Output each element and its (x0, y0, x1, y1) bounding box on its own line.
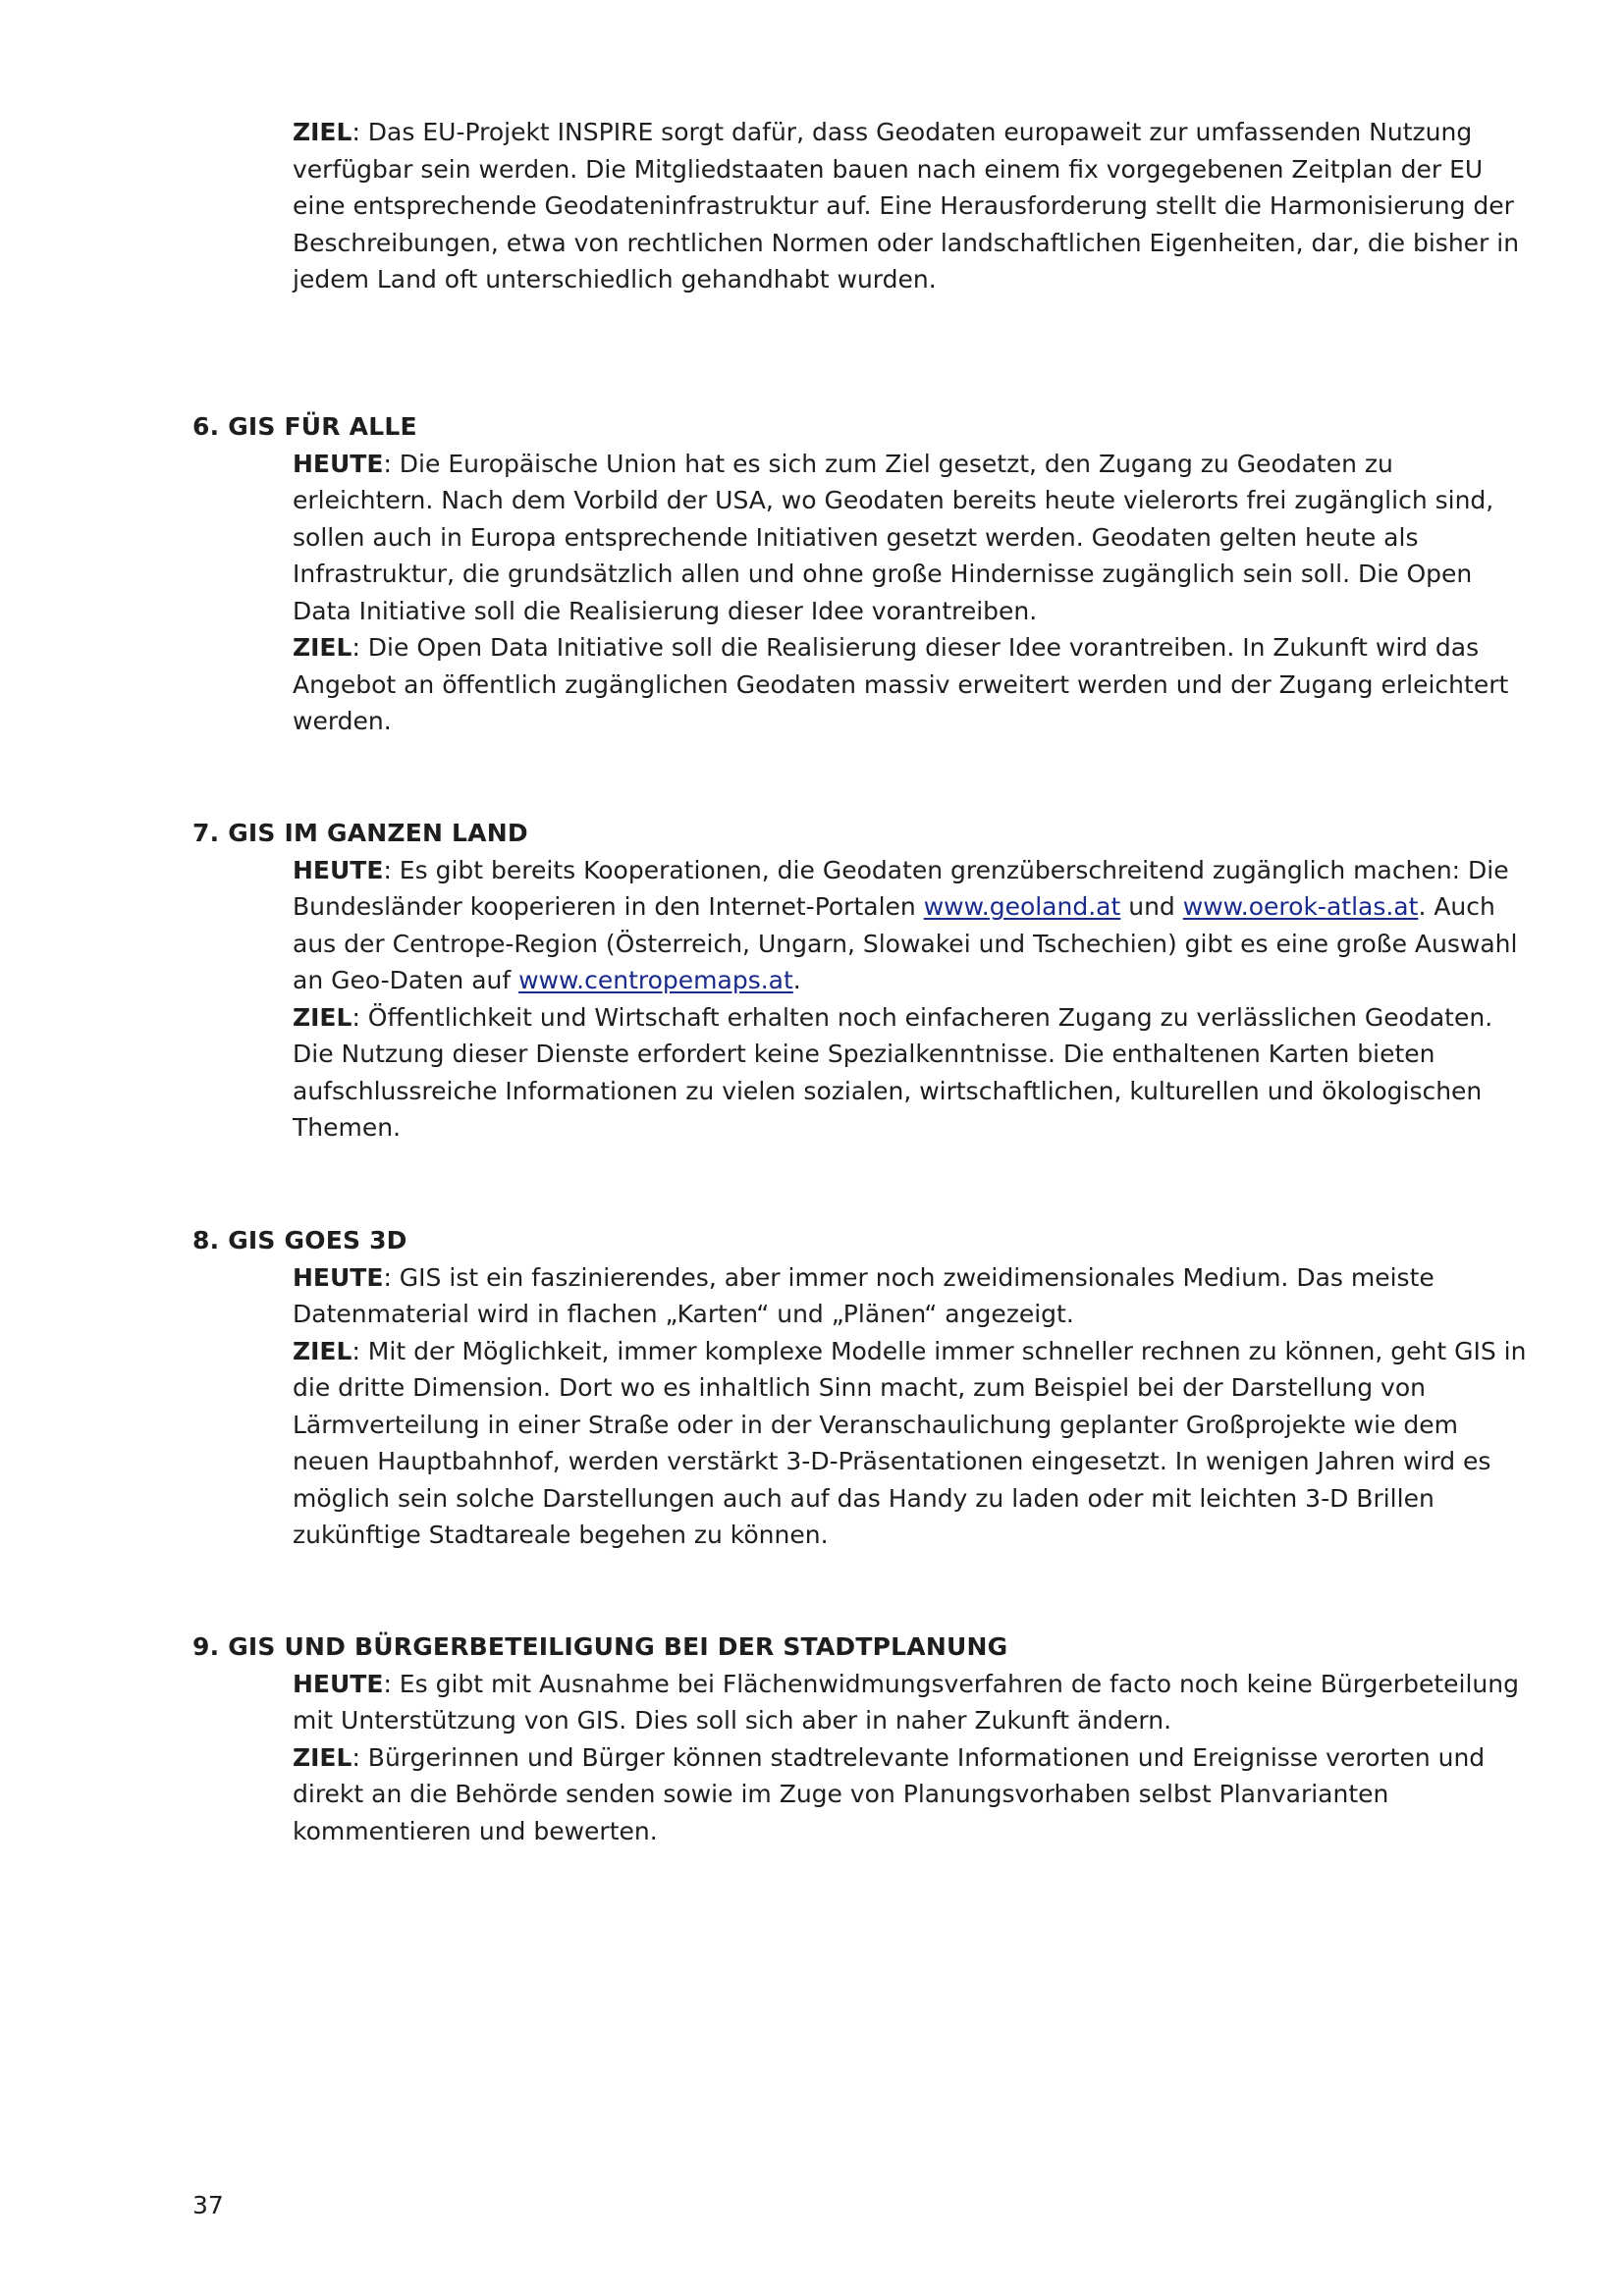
section-gis-goes-3d (192, 1222, 1547, 1554)
ziel-text: : Das EU-Projekt INSPIRE sorgt dafür, dass Geodaten europaweit zur umfassenden Nutzung verfügbar sein werden. Die Mitgliedstaaten bauen nach einem fix vorgegebenen Zeitplan der EU eine entsprechende Geodateninfrastruktur auf. Eine Herausforderung stellt die Harmonisierung der Beschreibungen, etwa von rechtlichen Normen oder landschaftlichen Eigenheiten, dar, die bisher in jedem Land oft unterschiedlich gehandhabt wurden. (293, 118, 1520, 294)
heute-text: : GIS ist ein faszinierendes, aber immer noch zweidimensionales Medium. Das meiste Datenmaterial wird in flachen „Karten“ und „Plänen“ angezeigt. (293, 1262, 1435, 1328)
ziel-text: : Die Open Data Initiative soll die Realisierung dieser Idee vorantreiben. In Zukunft wird das Angebot an öffentlich zugänglichen Geodaten massiv erweitert werden und der Zugang erleichtert werden. (293, 633, 1509, 735)
section-heading: 6. GIS FÜR ALLE (192, 412, 417, 441)
ziel-paragraph (293, 1739, 1530, 1850)
heute-text: : Die Europäische Union hat es sich zum Ziel gesetzt, den Zugang zu Geodaten zu erleichtern. Nach dem Vorbild der USA, wo Geodaten bereits heute vielerorts frei zugänglich sind, sollen auch in Europa entsprechende Initiativen gesetzt werden. Geodaten gelten heute als Infrastruktur, die grundsätzlich allen und ohne große Hindernisse zugänglich sein soll. Die Open Data Initiative soll die Realisierung dieser Idee vorantreiben. (293, 449, 1494, 625)
heute-label: HEUTE (293, 449, 384, 478)
intro-ziel-paragraph (293, 114, 1530, 298)
heute-text: und (1120, 892, 1183, 921)
heute-text: . (792, 966, 801, 994)
ziel-label: ZIEL (293, 1336, 352, 1365)
ziel-label: ZIEL (293, 1002, 352, 1032)
section-heading: 9. GIS UND BÜRGERBETEILIGUNG BEI DER STADTPLANUNG (192, 1632, 1008, 1661)
heute-paragraph (293, 1666, 1530, 1739)
ziel-paragraph (293, 629, 1530, 740)
intro-block (293, 114, 1530, 298)
ziel-paragraph (293, 1333, 1530, 1554)
ziel-text: : Öffentlichkeit und Wirtschaft erhalten noch einfacheren Zugang zu verlässlichen Geodaten. Die Nutzung dieser Dienste erfordert keine Spezialkenntnisse. Die enthaltenen Karten bieten aufschlussreiche Informationen zu vielen sozialen, wirtschaftlichen, kulturellen und ökologischen Themen. (293, 1002, 1493, 1142)
section-heading: 8. GIS GOES 3D (192, 1226, 407, 1255)
ziel-label: ZIEL (293, 633, 352, 662)
section-body (293, 1666, 1530, 1850)
section-body (293, 852, 1530, 1147)
heute-paragraph (293, 852, 1530, 999)
heute-label: HEUTE (293, 855, 384, 884)
heute-paragraph (293, 446, 1530, 630)
heute-paragraph (293, 1259, 1530, 1333)
geoland-link[interactable]: www.geoland.at (923, 892, 1121, 921)
centropemaps-link[interactable]: www.centropemaps.at (518, 966, 793, 994)
section-body (293, 446, 1530, 740)
section-gis-buergerbeteiligung (192, 1629, 1547, 1849)
ziel-text: : Mit der Möglichkeit, immer komplexe Modelle immer schneller rechnen zu können, geht GIS in die dritte Dimension. Dort wo es inhaltlich Sinn macht, zum Beispiel bei der Darstellung von Lärmverteilung in einer Straße oder in der Veranschaulichung geplanter Großprojekte wie dem neuen Hauptbahnhof, werden verstärkt 3-D-Präsentationen eingesetzt. In wenigen Jahren wird es möglich sein solche Darstellungen auch auf das Handy zu laden oder mit leichten 3-D Brillen zukünftige Stadtareale begehen zu können. (293, 1336, 1527, 1549)
ziel-label: ZIEL (293, 1742, 352, 1772)
ziel-label: ZIEL (293, 118, 352, 146)
heute-text: . Auch aus der Centrope-Region (Österreich, Ungarn, Slowakei und Tschechien) gibt es eine große Auswahl an Geo-Daten auf (293, 892, 1518, 994)
heute-label: HEUTE (293, 1262, 384, 1292)
ziel-text: : Bürgerinnen und Bürger können stadtrelevante Informationen und Ereignisse verorten und direkt an die Behörde senden sowie im Zuge von Planungsvorhaben selbst Planvarianten kommentieren und bewerten. (293, 1742, 1486, 1845)
page-number: 37 (192, 2191, 224, 2219)
heute-text: : Es gibt mit Ausnahme bei Flächenwidmungsverfahren de facto noch keine Bürgerbeteilung mit Unterstützung von GIS. Dies soll sich aber in naher Zukunft ändern. (293, 1669, 1519, 1735)
section-body (293, 1259, 1530, 1554)
section-gis-im-ganzen-land (192, 815, 1547, 1147)
ziel-paragraph (293, 999, 1530, 1147)
section-gis-fuer-alle (192, 408, 1547, 740)
section-heading: 7. GIS IM GANZEN LAND (192, 819, 528, 847)
oerok-atlas-link[interactable]: www.oerok-atlas.at (1182, 892, 1419, 921)
heute-label: HEUTE (293, 1669, 384, 1698)
heute-text: : Es gibt bereits Kooperationen, die Geodaten grenzüberschreitend zugänglich machen: Die Bundesländer kooperieren in den Internet-Portalen (293, 855, 1509, 921)
